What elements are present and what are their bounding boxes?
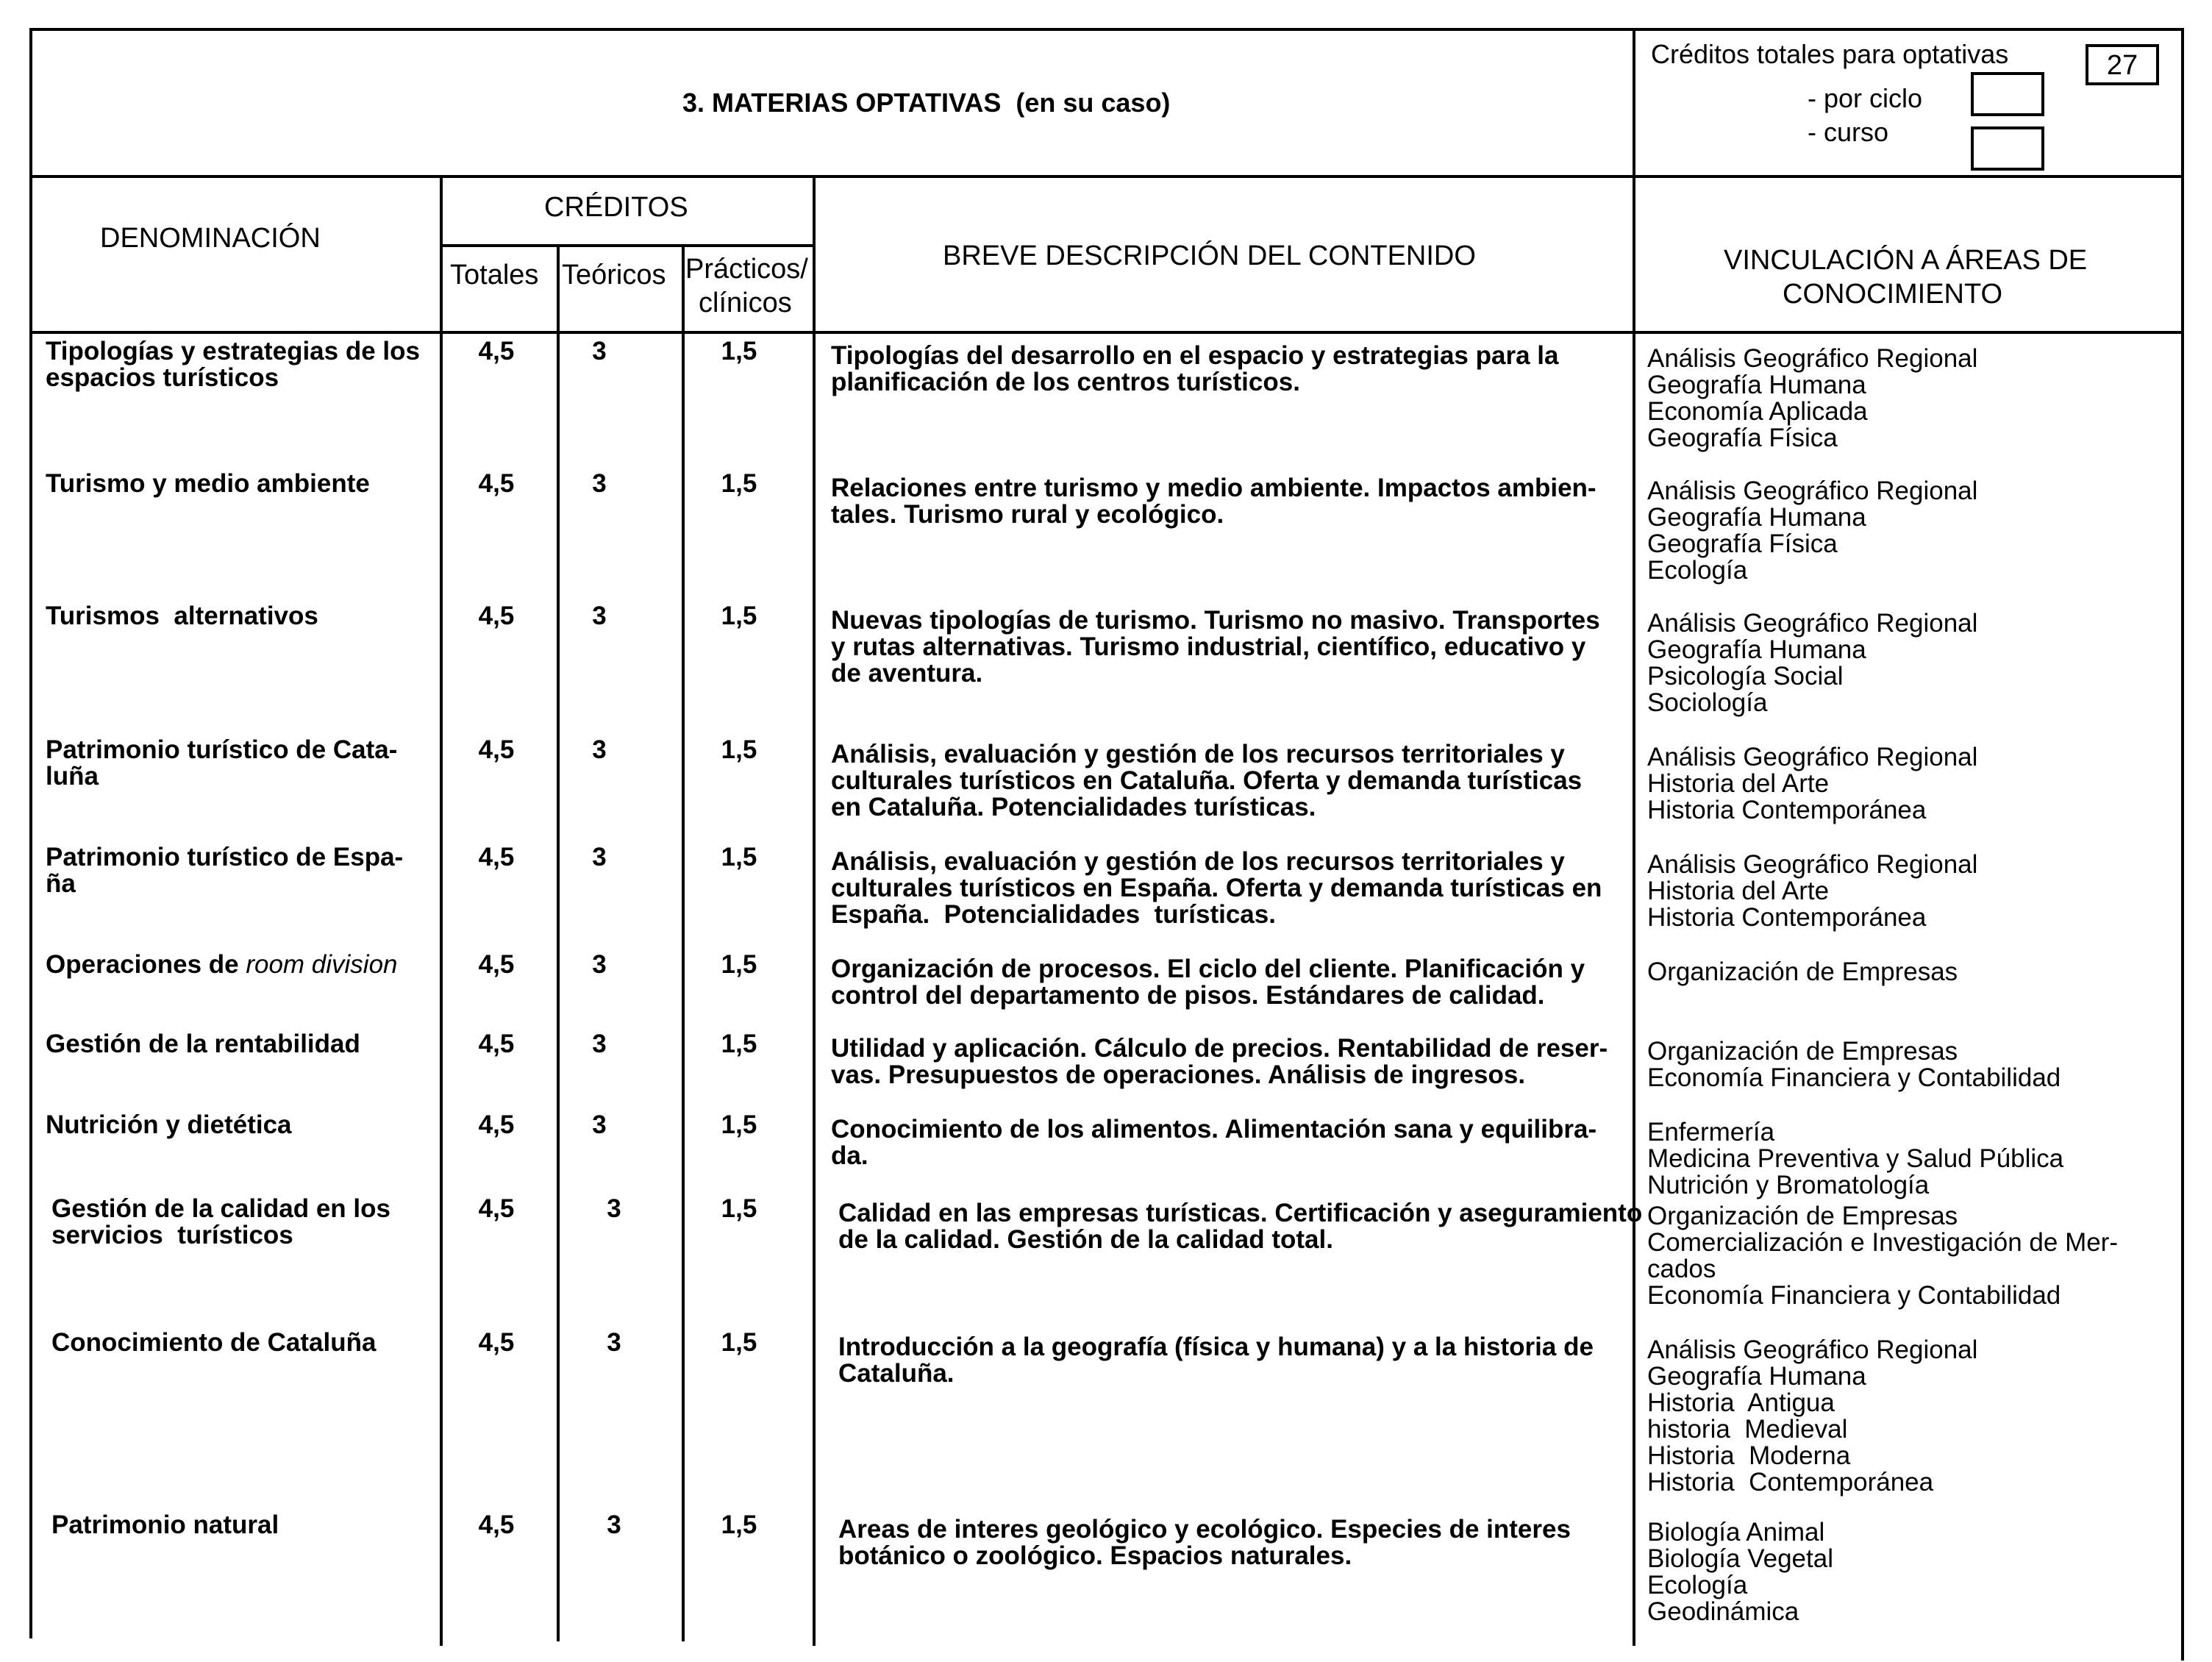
descripcion-line: Introducción a la geografía (física y humana) y a la historia de	[838, 1333, 1594, 1361]
rule-left	[29, 28, 32, 1638]
materia-name-line: Patrimonio natural	[51, 1511, 279, 1539]
descripcion-line: España. Potencialidades turísticas.	[831, 900, 1276, 929]
area-conocimiento: Sociología	[1647, 688, 1768, 717]
area-conocimiento: Psicología Social	[1647, 662, 1844, 691]
creditos-totales-box	[2086, 44, 2159, 85]
materia-name-italic: room division	[246, 950, 398, 979]
descripcion-line: planificación de los centros turísticos.	[831, 368, 1300, 396]
creditos-totales: 4,5	[478, 950, 515, 979]
area-conocimiento: Economía Financiera y Contabilidad	[1647, 1281, 2061, 1310]
area-conocimiento: Geografía Humana	[1647, 503, 1866, 532]
area-conocimiento: Análisis Geográfico Regional	[1647, 344, 1978, 373]
descripcion-line: y rutas alternativas. Turismo industrial, científico, educativo y	[831, 632, 1586, 661]
area-conocimiento: Análisis Geográfico Regional	[1647, 609, 1978, 638]
creditos-totales: 4,5	[478, 337, 515, 365]
area-conocimiento: Historia Antigua	[1647, 1388, 1835, 1417]
section-title: 3. MATERIAS OPTATIVAS (en su caso)	[682, 88, 1171, 118]
area-conocimiento: Historia Contemporánea	[1647, 1468, 1934, 1497]
materia-name-line: Gestión de la calidad en los	[51, 1194, 390, 1223]
creditos-totales: 4,5	[478, 469, 515, 498]
descripcion-line: culturales turísticos en Cataluña. Oferta y demanda turísticas	[831, 766, 1583, 795]
creditos-practicos: 1,5	[721, 1030, 757, 1058]
descripcion-line: Tipologías del desarrollo en el espacio y estrategias para la	[831, 341, 1559, 370]
col-vinculacion-line2: CONOCIMIENTO	[1783, 279, 2003, 310]
descripcion-line: Nuevas tipologías de turismo. Turismo no masivo. Transportes	[831, 606, 1600, 635]
creditos-practicos: 1,5	[721, 843, 757, 871]
col-practicos-line2: clínicos	[699, 288, 792, 318]
descripcion-line: Areas de interes geológico y ecológico. Especies de interes	[838, 1515, 1571, 1544]
creditos-totales: 4,5	[478, 843, 515, 871]
creditos-practicos: 1,5	[721, 337, 757, 365]
rule-col-teoricos	[557, 244, 560, 1641]
materia-name-line: Tipologías y estrategias de los	[46, 337, 420, 365]
rule-col-name	[440, 175, 443, 1646]
rule-top	[29, 28, 2184, 31]
creditos-practicos: 1,5	[721, 1511, 757, 1539]
creditos-totales: 4,5	[478, 735, 515, 764]
area-conocimiento: Comercialización e Investigación de Mer-	[1647, 1228, 2118, 1257]
materia-name-line: servicios turísticos	[51, 1221, 293, 1249]
materia-name-line: ña	[46, 869, 76, 898]
area-conocimiento: Análisis Geográfico Regional	[1647, 850, 1978, 879]
area-conocimiento: Análisis Geográfico Regional	[1647, 477, 1978, 505]
area-conocimiento: Ecología	[1647, 1571, 1748, 1599]
descripcion-line: vas. Presupuestos de operaciones. Análisis de ingresos.	[831, 1060, 1526, 1089]
materia-name-line	[46, 952, 398, 978]
creditos-totales-label: Créditos totales para optativas	[1651, 39, 2009, 69]
rule-right	[2181, 28, 2184, 1661]
materia-name-line: Gestión de la rentabilidad	[46, 1030, 360, 1058]
area-conocimiento: Ecología	[1647, 556, 1748, 585]
area-conocimiento: Nutrición y Bromatología	[1647, 1171, 1930, 1199]
area-conocimiento: Geografía Física	[1647, 529, 1838, 558]
descripcion-line: en Cataluña. Potencialidades turísticas.	[831, 793, 1316, 821]
materia-name-text: Operaciones de	[46, 950, 246, 979]
area-conocimiento: Biología Animal	[1647, 1518, 1825, 1547]
creditos-totales: 4,5	[478, 1511, 515, 1539]
creditos-teoricos: 3	[607, 1194, 621, 1223]
creditos-teoricos: 3	[592, 337, 607, 365]
creditos-totales: 4,5	[478, 1328, 515, 1357]
rule-columns-bottom	[29, 331, 2184, 334]
rule-col-desc	[813, 175, 816, 1646]
area-conocimiento: Historia Moderna	[1647, 1441, 1851, 1470]
creditos-teoricos: 3	[592, 1110, 607, 1139]
area-conocimiento: cados	[1647, 1255, 1716, 1283]
creditos-practicos: 1,5	[721, 469, 757, 498]
creditos-teoricos: 3	[607, 1328, 621, 1357]
curso-label: - curso	[1808, 117, 1889, 147]
descripcion-line: control del departamento de pisos. Estándares de calidad.	[831, 981, 1545, 1010]
creditos-practicos: 1,5	[721, 602, 757, 630]
descripcion-line: Análisis, evaluación y gestión de los recursos territoriales y	[831, 740, 1565, 768]
curso-box	[1971, 126, 2044, 171]
area-conocimiento: Geografía Humana	[1647, 635, 1866, 664]
creditos-totales: 4,5	[478, 1030, 515, 1058]
rule-col-practicos	[682, 244, 685, 1641]
rule-creditos-sub	[440, 244, 815, 247]
creditos-teoricos: 3	[592, 843, 607, 871]
descripcion-line: de la calidad. Gestión de la calidad total.	[838, 1225, 1333, 1254]
por-ciclo-box	[1971, 72, 2044, 116]
descripcion-line: Conocimiento de los alimentos. Alimentación sana y equilibra-	[831, 1115, 1597, 1144]
creditos-practicos: 1,5	[721, 1194, 757, 1223]
creditos-teoricos: 3	[607, 1511, 621, 1539]
materia-name-line: Turismos alternativos	[46, 602, 318, 630]
area-conocimiento: Geografía Física	[1647, 424, 1838, 452]
materia-name-line: luña	[46, 762, 99, 791]
creditos-practicos: 1,5	[721, 1328, 757, 1357]
descripcion-line: tales. Turismo rural y ecológico.	[831, 500, 1224, 529]
area-conocimiento: Historia del Arte	[1647, 877, 1830, 905]
creditos-totales: 4,5	[478, 1110, 515, 1139]
area-conocimiento: Geografía Humana	[1647, 1362, 1866, 1391]
area-conocimiento: Organización de Empresas	[1647, 957, 1958, 986]
area-conocimiento: Organización de Empresas	[1647, 1037, 1958, 1066]
descripcion-line: Calidad en las empresas turísticas. Certificación y aseguramiento	[838, 1199, 1643, 1227]
descripcion-line: Utilidad y aplicación. Cálculo de precios. Rentabilidad de reser-	[831, 1034, 1608, 1063]
materia-name-line: Turismo y medio ambiente	[46, 469, 370, 498]
creditos-totales: 4,5	[478, 1194, 515, 1223]
col-practicos-line1: Prácticos/	[685, 254, 808, 285]
col-totales: Totales	[450, 260, 539, 290]
area-conocimiento: Historia Contemporánea	[1647, 903, 1927, 932]
col-denominacion: DENOMINACIÓN	[100, 223, 321, 254]
creditos-teoricos: 3	[592, 602, 607, 630]
col-teoricos: Teóricos	[562, 260, 666, 290]
area-conocimiento: Geografía Humana	[1647, 371, 1866, 399]
creditos-teoricos: 3	[592, 469, 607, 498]
descripcion-line: Análisis, evaluación y gestión de los recursos territoriales y	[831, 847, 1565, 876]
area-conocimiento: Historia del Arte	[1647, 769, 1830, 798]
creditos-practicos: 1,5	[721, 735, 757, 764]
area-conocimiento: Análisis Geográfico Regional	[1647, 1335, 1978, 1364]
area-conocimiento: Biología Vegetal	[1647, 1544, 1833, 1573]
materia-name-line: espacios turísticos	[46, 363, 279, 392]
col-vinculacion-line1: VINCULACIÓN A ÁREAS DE	[1724, 245, 2088, 276]
col-descripcion: BREVE DESCRIPCIÓN DEL CONTENIDO	[943, 240, 1476, 271]
creditos-practicos: 1,5	[721, 950, 757, 979]
descripcion-line: culturales turísticos en España. Oferta y demanda turísticas en	[831, 874, 1602, 902]
materia-name-line: Patrimonio turístico de Cata-	[46, 735, 398, 764]
creditos-totales-value: 27	[2106, 50, 2138, 81]
area-conocimiento: Medicina Preventiva y Salud Pública	[1647, 1144, 2064, 1173]
area-conocimiento: Organización de Empresas	[1647, 1202, 1958, 1230]
creditos-teoricos: 3	[592, 1030, 607, 1058]
area-conocimiento: Geodinámica	[1647, 1597, 1799, 1626]
descripcion-line: de aventura.	[831, 659, 983, 688]
descripcion-line: da.	[831, 1141, 868, 1170]
creditos-teoricos: 3	[592, 735, 607, 764]
rule-header-divider	[1633, 28, 1635, 1646]
area-conocimiento: Enfermería	[1647, 1118, 1775, 1146]
area-conocimiento: Análisis Geográfico Regional	[1647, 743, 1978, 771]
area-conocimiento: Historia Contemporánea	[1647, 796, 1927, 824]
materia-name-line: Nutrición y dietética	[46, 1110, 292, 1139]
area-conocimiento: Economía Aplicada	[1647, 397, 1868, 426]
area-conocimiento: historia Medieval	[1647, 1415, 1848, 1444]
creditos-practicos: 1,5	[721, 1110, 757, 1139]
creditos-totales: 4,5	[478, 602, 515, 630]
creditos-teoricos: 3	[592, 950, 607, 979]
por-ciclo-label: - por ciclo	[1808, 83, 1923, 113]
materia-name-line: Patrimonio turístico de Espa-	[46, 843, 404, 871]
col-creditos: CRÉDITOS	[544, 192, 688, 223]
area-conocimiento: Economía Financiera y Contabilidad	[1647, 1063, 2061, 1092]
descripcion-line: Cataluña.	[838, 1359, 955, 1388]
descripcion-line: botánico o zoológico. Espacios naturales.	[838, 1541, 1352, 1570]
materia-name-line: Conocimiento de Cataluña	[51, 1328, 377, 1357]
descripcion-line: Relaciones entre turismo y medio ambiente. Impactos ambien-	[831, 474, 1596, 502]
rule-header-bottom	[29, 175, 2184, 178]
descripcion-line: Organización de procesos. El ciclo del cliente. Planificación y	[831, 955, 1585, 983]
